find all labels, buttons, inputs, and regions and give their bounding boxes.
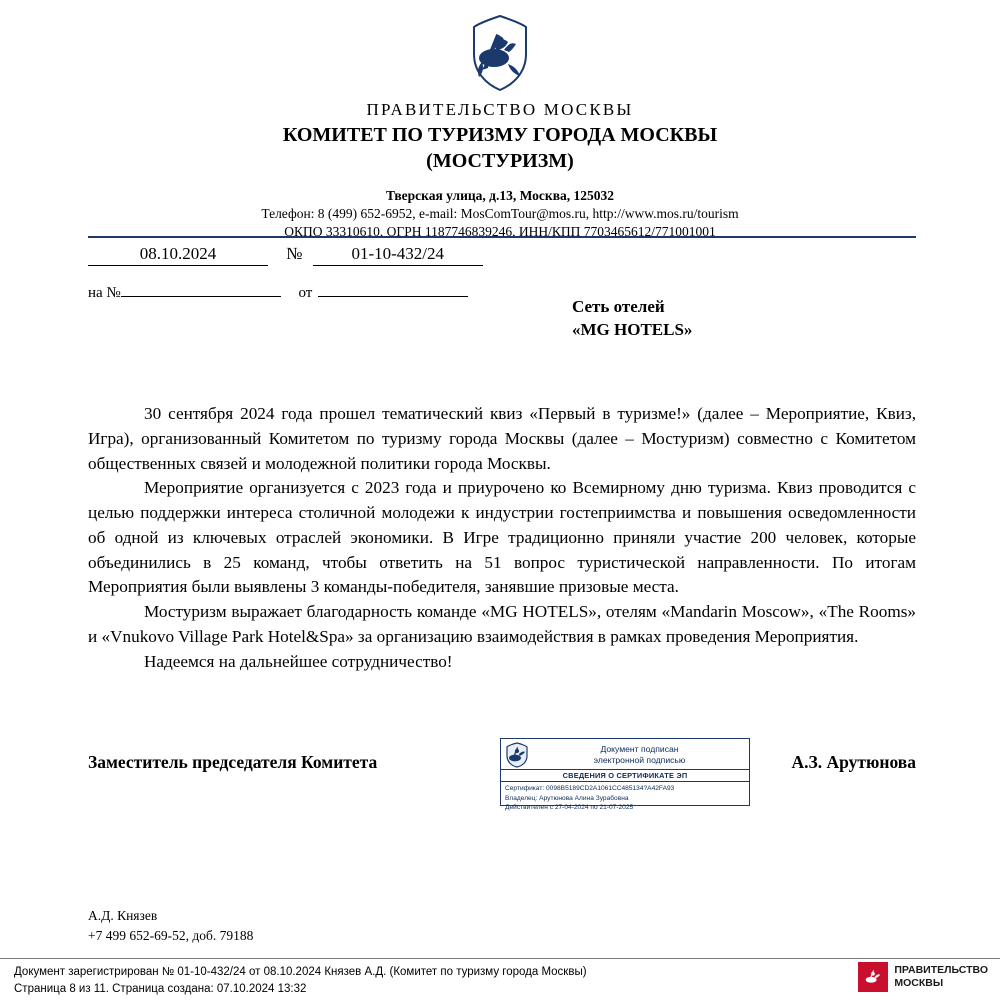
executor-block xyxy=(88,906,253,945)
footer-registration-info xyxy=(14,964,587,999)
moscow-coat-of-arms-icon xyxy=(858,962,888,992)
body-paragraph-4: Надеемся на дальнейшее сотрудничество! xyxy=(144,651,453,671)
moscow-coat-of-arms-icon xyxy=(505,742,529,768)
stamp-certificate-number: Сертификат: 0098B5189CD2A1061CC485134?A42FA93 xyxy=(505,785,675,792)
emblem-container xyxy=(0,14,1000,97)
number-sign: № xyxy=(286,244,303,263)
stamp-title-line1: Документ подписан xyxy=(600,744,679,755)
footer-logo xyxy=(858,962,988,992)
reply-number-blank xyxy=(121,282,281,297)
registry-codes-line: ОКПО 33310610, ОГРН 1187746839246, ИНН/КПП 7703465612/771001001 xyxy=(284,223,716,239)
reply-date-blank xyxy=(318,282,468,297)
addressee-line2: «MG HOTELS» xyxy=(572,319,693,339)
footer-line-2: Страница 8 из 11. Страница создана: 07.10.2024 13:32 xyxy=(14,983,307,996)
addressee-block xyxy=(572,296,692,342)
letterhead-header xyxy=(0,100,1000,241)
executor-phone: +7 499 652-69-52, доб. 79188 xyxy=(88,927,254,943)
footer-divider xyxy=(0,958,1000,959)
body-paragraph-3: Мостуризм выражает благодарность команде «MG HOTELS», отелям «Mandarin Moscow», «The Rooms» и «Vnukovo Village Park Hotel&Spa» за организацию взаимодействия в рамках проведения Мероприятия. xyxy=(88,602,916,646)
footer-logo-line2: МОСКВЫ xyxy=(894,977,944,989)
letter-body xyxy=(88,402,916,674)
header-divider xyxy=(88,236,916,238)
stamp-certificate-owner: Владелец: Арутюнова Алина Зурабовна xyxy=(505,794,629,802)
address-block xyxy=(0,187,1000,240)
stamp-certificate-validity: Действителен с 27-04-2024 по 21-07-2025 xyxy=(505,804,634,812)
reply-label: на № xyxy=(88,285,121,301)
government-line: ПРАВИТЕЛЬСТВО МОСКВЫ xyxy=(366,100,634,119)
electronic-signature-stamp xyxy=(500,738,750,812)
stamp-title xyxy=(534,744,745,765)
moscow-coat-of-arms-icon xyxy=(468,14,532,92)
signer-title: Заместитель председателя Комитета xyxy=(88,752,378,772)
contact-line: Телефон: 8 (499) 652-6952, e-mail: MosComTour@mos.ru, http://www.mos.ru/tourism xyxy=(261,206,739,221)
stamp-header xyxy=(501,739,749,769)
stamp-title-line2: электронной подписью xyxy=(593,755,686,765)
stamp-certificate-details xyxy=(501,782,749,815)
document-number: 01-10-432/24 xyxy=(313,244,483,266)
document-reference-line xyxy=(88,244,483,266)
stamp-section-title: СВЕДЕНИЯ О СЕРТИФИКАТЕ ЭП xyxy=(501,769,749,782)
footer-logo-text xyxy=(894,964,988,989)
committee-name-line2: (МОСТУРИЗМ) xyxy=(426,149,574,172)
body-paragraph-2: Мероприятие организуется с 2023 года и приурочено ко Всемирному дню туризма. Квиз проводится с целью поддержки интереса столичной молодежи к индустрии гостеприимства и повышения осведомленности об одной из ключевых отраслей экономики. В Игре традиционно приняли участие 200 человек, которые объединились в 25 команд, чтобы ответить на 51 вопрос туристической направленности. По итогам Мероприятия были выявлены 3 команды-победителя, занявшие призовые места. xyxy=(88,478,916,597)
footer-logo-line1: ПРАВИТЕЛЬСТВО xyxy=(894,964,988,977)
address-line: Тверская улица, д.13, Москва, 125032 xyxy=(386,188,614,204)
addressee-line1: Сеть отелей xyxy=(572,297,665,316)
footer-line-1: Документ зарегистрирован № 01-10-432/24 от 08.10.2024 Князев А.Д. (Комитет по туризму города Москвы) xyxy=(14,966,587,978)
document-date: 08.10.2024 xyxy=(88,244,268,266)
committee-name-line1: КОМИТЕТ ПО ТУРИЗМУ ГОРОДА МОСКВЫ xyxy=(282,124,718,146)
body-paragraph-1: 30 сентября 2024 года прошел тематический квиз «Первый в туризме!» (далее – Мероприятие, Квиз, Игра), организованный Комитетом по туризму города Москвы (далее – Мостуризм) совместно с Комитетом общественных связей и молодежной политики города Москвы. xyxy=(88,404,916,473)
signer-name: А.З. Арутюнова xyxy=(791,752,916,772)
from-label: от xyxy=(298,285,313,301)
reply-reference-line xyxy=(88,282,468,302)
executor-name: А.Д. Князев xyxy=(88,908,158,923)
